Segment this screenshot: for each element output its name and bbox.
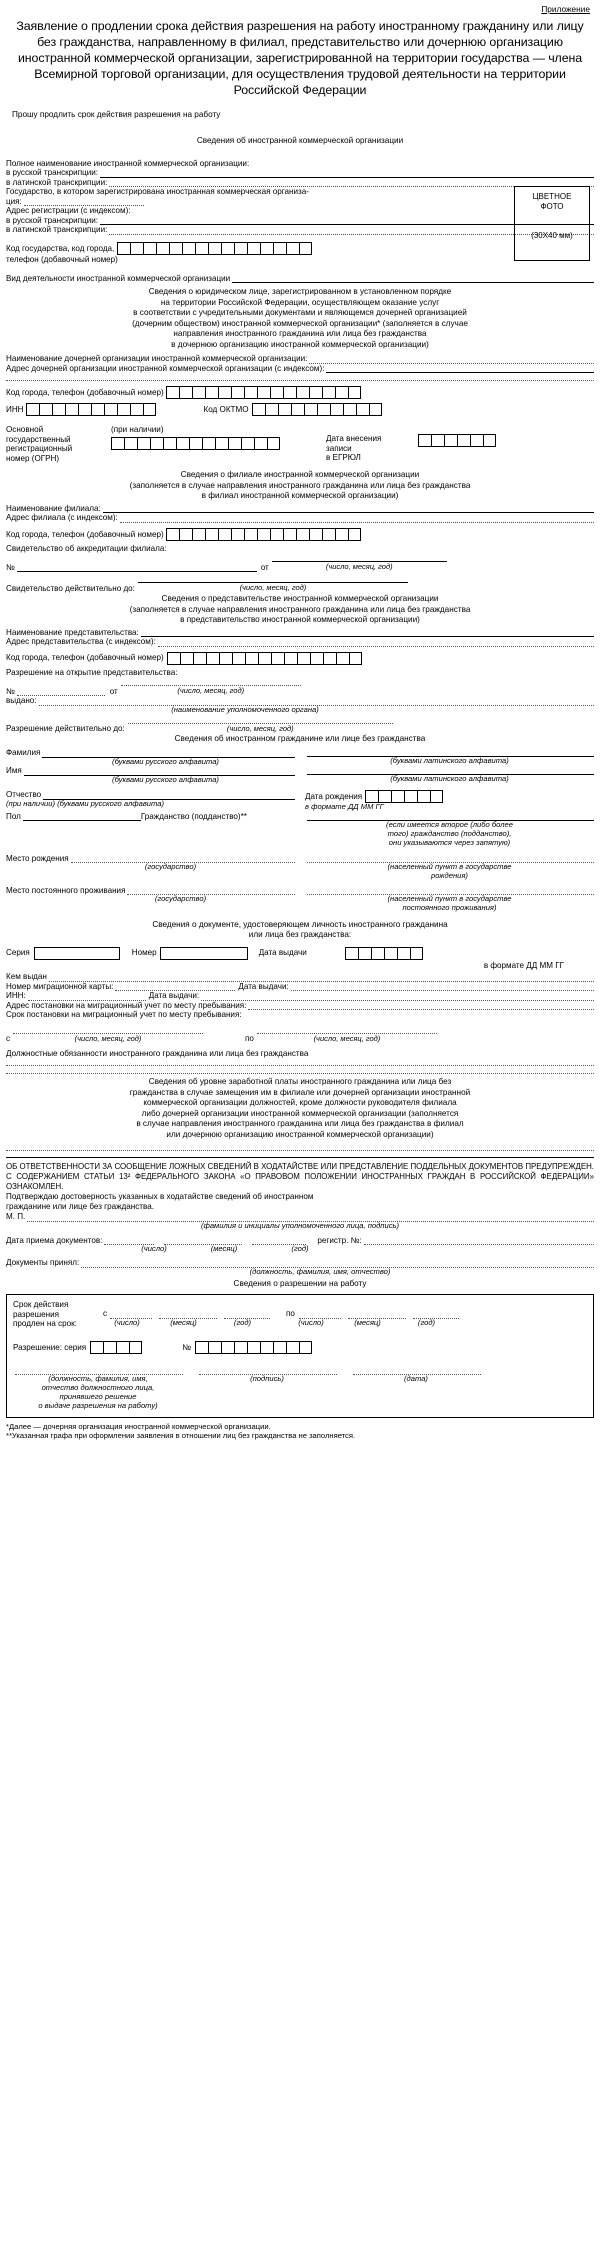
- permit-section: [6, 1294, 594, 1417]
- repr-addr-input[interactable]: [158, 638, 594, 647]
- repr-valid-input[interactable]: [128, 715, 393, 724]
- patronymic-caption: (при наличии) (буквами русского алфавита): [6, 798, 165, 808]
- birthplace-row: [6, 854, 594, 881]
- branch-phone-label: Код города, телефон (добавочный номер): [6, 529, 164, 539]
- permit-official-row: [13, 1366, 587, 1411]
- repr-num-input[interactable]: [17, 687, 105, 696]
- residence-row: [6, 886, 594, 913]
- migration-card-date-input[interactable]: [291, 982, 594, 991]
- birthplace-city-caption: (населенный пункт в государстве рождения): [387, 861, 512, 880]
- inn-cells[interactable]: [26, 403, 156, 416]
- photo-size: (30Х40 мм): [531, 231, 573, 240]
- footnotes: [6, 1422, 594, 1441]
- footnote-2: **Указанная графа при оформлении заявления в отношении лиц без гражданства не заполняется.: [6, 1431, 356, 1441]
- photo-line1: ЦВЕТНОЕ: [532, 192, 572, 201]
- branch-num-label: №: [6, 562, 15, 572]
- permit-section-heading: Сведения о разрешении на работу: [233, 1278, 367, 1288]
- repr-phone-cells[interactable]: [167, 652, 362, 665]
- reg-to-seg: [257, 1025, 437, 1044]
- name-rus-caption: (буквами русского алфавита): [112, 775, 219, 785]
- salary-input[interactable]: [6, 1143, 594, 1151]
- doc-inn-row: [6, 991, 594, 1001]
- acceptance-day-caption: (число): [141, 1244, 167, 1254]
- sub-phone-cells[interactable]: [166, 386, 361, 399]
- repr-issued-label: выдано:: [6, 696, 37, 706]
- migration-card-row: [6, 982, 594, 992]
- responsibility-section: [6, 1157, 594, 1231]
- reg-addr-row: [6, 1001, 594, 1011]
- branch-valid-input[interactable]: [138, 574, 408, 583]
- residence-state-input[interactable]: [127, 886, 295, 895]
- permit-series-row: [13, 1341, 587, 1354]
- acceptance-year-caption: (год): [291, 1244, 309, 1254]
- org-addr-rus-label: в русской транскрипции:: [6, 215, 99, 225]
- org-activity-row: [6, 274, 594, 284]
- doc-number-label: Номер: [131, 948, 157, 958]
- doc-series-row: [6, 947, 594, 960]
- doc-date-format: в формате ДД ММ ГГ: [483, 960, 564, 970]
- duties-section: [6, 1049, 594, 1075]
- photo-line2: ФОТО: [540, 202, 564, 211]
- repr-valid-row: [6, 715, 594, 734]
- sub-phone-label: Код города, телефон (добавочный номер): [6, 387, 164, 397]
- sub-addr-row: [6, 364, 594, 374]
- doc-inn-label: ИНН:: [6, 991, 26, 1001]
- surname-lat-caption: (буквами латинского алфавита): [390, 755, 509, 765]
- sub-name-input[interactable]: [309, 355, 594, 364]
- birthplace-state-caption: (государство): [144, 862, 197, 872]
- acceptance-month-caption: (месяц): [210, 1244, 238, 1254]
- legal-section: [6, 354, 594, 463]
- doc-section-heading: [6, 920, 594, 941]
- reg-from-caption: (число, месяц, год): [74, 1033, 142, 1043]
- salary-heading-line-2: гражданства в случае замещения им в филиале или дочерней организации иностранной: [129, 1087, 471, 1097]
- branch-phone-row: [6, 528, 594, 541]
- name-label: Имя: [6, 766, 22, 776]
- org-phone-row: [6, 242, 594, 255]
- legal-section-heading: [6, 287, 594, 350]
- repr-addr-label: Адрес представительства (с индексом):: [6, 637, 156, 647]
- inn-label: ИНН: [6, 404, 24, 414]
- acceptance-date-captions: [6, 1245, 594, 1254]
- permit-number-label: №: [182, 1342, 191, 1352]
- permit-number-cells[interactable]: [195, 1341, 312, 1354]
- org-activity-label: Вид деятельности иностранной коммерческой организации: [6, 273, 231, 283]
- photo-placeholder: [514, 186, 590, 261]
- sub-phone-row: [6, 386, 594, 399]
- repr-permit-label: Разрешение на открытие представительства:: [6, 667, 178, 677]
- surname-label: Фамилия: [6, 747, 41, 757]
- repr-phone-row: [6, 652, 594, 665]
- permit-date-caption: (дата): [404, 1373, 428, 1383]
- doc-section: [6, 947, 594, 1044]
- sub-name-label: Наименование дочерней организации иностранной коммерческой организации:: [6, 354, 308, 364]
- salary-section-heading: [6, 1077, 594, 1140]
- branch-addr-row: [6, 513, 594, 523]
- branch-name-label: Наименование филиала:: [6, 503, 101, 513]
- legal-heading-line-5: направления иностранного гражданина или лица без гражданства: [173, 329, 427, 339]
- residence-state-caption: (государство): [154, 894, 207, 904]
- surname-row: [6, 748, 594, 767]
- sub-name-row: [6, 354, 594, 364]
- repr-permit-row: [6, 677, 594, 696]
- signature-caption: (фамилия и инициалы уполномоченного лица, подпись): [200, 1220, 400, 1230]
- birthplace-label: Место рождения: [6, 853, 69, 863]
- repr-heading-line-3: в представительство иностранной коммерческой организации): [180, 615, 420, 625]
- legal-heading-line-2: на территории Российской Федерации, осуществляющем оказание услуг: [160, 297, 440, 307]
- sub-addr-input-2[interactable]: [6, 373, 594, 381]
- permit-to-month-cap: (месяц): [354, 1317, 381, 1327]
- branch-date-input[interactable]: [272, 553, 447, 562]
- legal-heading-line-6: в дочернюю организацию иностранной коммерческой организации): [171, 339, 429, 349]
- org-name-rus-input[interactable]: [100, 169, 594, 178]
- sex-citizenship-row: [6, 812, 594, 848]
- surname-rus-caption: (буквами русского алфавита): [112, 756, 219, 766]
- salary-heading-line-3: коммерческой организации должностей, кроме должности руководителя филиала: [143, 1098, 457, 1108]
- repr-name-input[interactable]: [141, 628, 594, 637]
- repr-valid-caption: (число, месяц, год): [226, 723, 294, 733]
- repr-from-label: от: [109, 686, 118, 696]
- permit-to-year-cap: (год): [417, 1317, 436, 1327]
- citizenship-caption: (если имеется второе (либо более того) гражданство (подданство), они указываются через запятую): [386, 819, 513, 847]
- org-name-rus-label: в русской транскрипции:: [6, 168, 99, 178]
- repr-name-label: Наименование представительства:: [6, 627, 139, 637]
- egrul-label: Дата внесения записи в ЕГРЮЛ: [326, 434, 382, 463]
- citizenship-label: Гражданство (подданство)**: [140, 811, 247, 821]
- permit-to-day-cap: (число): [298, 1317, 324, 1327]
- branch-name-input[interactable]: [103, 504, 594, 513]
- register-number-label: регистр. №:: [317, 1235, 362, 1245]
- doc-issue-date-label: Дата выдачи: [258, 948, 307, 958]
- permit-to-label: по: [286, 1309, 295, 1319]
- acceptance-date-label: Дата приема документов:: [6, 1235, 103, 1245]
- branch-name-row: [6, 504, 594, 514]
- reg-from-seg: [13, 1025, 203, 1044]
- sub-addr-input[interactable]: [326, 364, 594, 373]
- branch-heading-line-2: (заполняется в случае направления иностранного гражданина или лица без гражданства: [129, 480, 471, 490]
- footnote-1: *Далее — дочерняя организация иностранной коммерческой организации.: [6, 1421, 271, 1431]
- branch-valid-row: [6, 574, 594, 593]
- egrul-cells[interactable]: [418, 434, 496, 447]
- duties-input-1[interactable]: [6, 1058, 594, 1066]
- org-addr-lat-label: в латинской транскрипции:: [6, 225, 108, 235]
- permit-from-month-cap: (месяц): [170, 1317, 197, 1327]
- org-name-lat-row: [6, 178, 594, 188]
- doc-issue-date-cells[interactable]: [345, 947, 423, 960]
- responsibility-text: ОБ ОТВЕТСТВЕННОСТИ ЗА СООБЩЕНИЕ ЛОЖНЫХ СВЕДЕНИЙ В ХОДАТАЙСТВЕ ИЛИ ПРЕДСТАВЛЕНИЕ ПОДДЕЛЬНЫХ ДОКУМЕНТОВ ПРЕДУПРЕЖДЕН. С СОДЕРЖАНИЕМ СТАТЬИ 13² ФЕДЕРАЛЬНОГО ЗАКОНА «О ПРАВОВОМ ПОЛОЖЕНИИ ИНОСТРАННЫХ ГРАЖДАН В РОССИЙСКОЙ ФЕДЕРАЦИИ» ОЗНАКОМЛЕН.: [6, 1162, 594, 1191]
- birthdate-format: в формате ДД ММ ГГ: [305, 801, 384, 811]
- reg-addr-input[interactable]: [248, 1001, 594, 1010]
- salary-heading-line-6: или дочернюю организацию иностранной коммерческой организации): [166, 1129, 434, 1139]
- doc-series-label: Серия: [6, 948, 30, 958]
- org-addr-lat-row: [6, 225, 594, 235]
- appendix-label: Приложение: [541, 4, 590, 14]
- request-line: Прошу продлить срок действия разрешения на работу: [12, 110, 221, 120]
- repr-issued-caption: (наименование уполномоченного органа): [171, 704, 319, 714]
- inn-oktmo-row: [6, 403, 594, 416]
- egrul-cells-wrap: [418, 425, 496, 463]
- person-section-heading: Сведения об иностранном гражданине или лице без гражданства: [174, 734, 426, 744]
- org-fullname-label: Полное наименование иностранной коммерческой организации:: [6, 158, 250, 168]
- branch-heading-line-3: в филиал иностранной коммерческой организации): [201, 491, 399, 501]
- repr-date-input[interactable]: [121, 677, 301, 686]
- repr-heading-line-2: (заполняется в случае направления иностранного гражданина или лица без гражданства: [129, 604, 471, 614]
- org-state-row: [6, 197, 594, 207]
- patronymic-row: [6, 790, 594, 812]
- org-phone-label-a: Код государства, код города,: [6, 243, 115, 253]
- doc-issued-by-row: [6, 972, 594, 982]
- branch-section: [6, 504, 594, 593]
- doc-inn-date-label: Дата выдачи:: [148, 991, 200, 1001]
- branch-accred-label: Свидетельство об аккредитации филиала:: [6, 543, 167, 553]
- birthdate-label: Дата рождения: [305, 791, 363, 801]
- name-row: [6, 766, 594, 785]
- org-phone-cells[interactable]: [117, 242, 312, 255]
- branch-accred-row: [6, 553, 594, 572]
- permit-from-day-cap: (число): [114, 1317, 140, 1327]
- salary-heading-line-4: либо дочерней организации иностранной коммерческой организации (заполняется: [141, 1108, 459, 1118]
- salary-heading-line-5: в случае направления иностранного гражданина или лица без гражданства в филиал: [136, 1119, 464, 1129]
- org-name-lat-label: в латинской транскрипции:: [6, 177, 108, 187]
- reg-to-label: по: [245, 1034, 254, 1044]
- org-phone-label-b: телефон (добавочный номер): [6, 254, 118, 264]
- repr-heading-line-1: Сведения о представительстве иностранной коммерческой организации: [161, 594, 439, 604]
- legal-heading-line-1: Сведения о юридическом лице, зарегистрированном в установленном порядке: [148, 287, 452, 297]
- reg-addr-label: Адрес постановки на миграционный учет по месту пребывания:: [6, 1000, 247, 1010]
- repr-phone-label: Код города, телефон (добавочный номер): [6, 653, 164, 663]
- org-section-heading: Сведения об иностранной коммерческой организации: [196, 136, 404, 146]
- migration-card-date-label: Дата выдачи:: [238, 981, 289, 991]
- duties-input-2[interactable]: [6, 1066, 594, 1074]
- org-state-label-b: ция:: [6, 196, 22, 206]
- permit-series-cells[interactable]: [90, 1341, 142, 1354]
- accepted-by-label: Документы принял:: [6, 1258, 80, 1268]
- branch-num-input[interactable]: [17, 563, 257, 572]
- org-section: [6, 159, 594, 283]
- reg-from-label: с: [6, 1034, 11, 1044]
- migration-card-label: Номер миграционной карты:: [6, 981, 114, 991]
- permit-date-captions: [103, 1319, 587, 1328]
- org-name-rus-row: [6, 168, 594, 178]
- sex-input[interactable]: [23, 812, 141, 821]
- branch-phone-cells[interactable]: [166, 528, 361, 541]
- ogrn-note: (при наличии): [111, 425, 164, 435]
- doc-issued-by-input[interactable]: [49, 973, 594, 982]
- reg-to-input[interactable]: [257, 1025, 437, 1034]
- org-state-input[interactable]: [24, 197, 144, 206]
- reg-term-label: Срок постановки на миграционный учет по месту пребывания:: [6, 1010, 242, 1020]
- sex-label: Пол: [6, 811, 21, 821]
- responsibility-confirm: Подтверждаю достоверность указанных в ходатайстве сведений об иностранном гражданине или лице без гражданства.: [6, 1192, 314, 1211]
- permit-from-year-cap: (год): [233, 1317, 252, 1327]
- doc-inn-input[interactable]: [28, 992, 146, 1001]
- accepted-by-caption: (должность, фамилия, имя, отчество): [249, 1266, 391, 1276]
- permit-series-label: Разрешение: серия: [13, 1342, 87, 1352]
- legal-heading-line-3: в соответствии с учредительными документами и являющемся дочерней организацией: [133, 308, 467, 318]
- salary-heading-line-1: Сведения об уровне заработной платы иностранного гражданина или лица без: [148, 1077, 452, 1087]
- person-section: [6, 748, 594, 913]
- sub-addr-label: Адрес дочерней организации иностранной коммерческой организации (с индексом):: [6, 363, 325, 373]
- mp-label: М. П.: [6, 1212, 26, 1222]
- repr-name-row: [6, 628, 594, 638]
- permit-official-caption: (должность, фамилия, имя, отчество должностного лица, принявшего решение о выдаче разрешения на работу): [38, 1373, 158, 1410]
- ogrn-label: Основной государственный регистрационный номер (ОГРН): [6, 425, 73, 463]
- duties-label: Должностные обязанности иностранного гражданина или лица без гражданства: [6, 1048, 309, 1058]
- branch-date-caption: (число, месяц, год): [325, 562, 393, 572]
- doc-heading-line-1: Сведения о документе, удостоверяющем личность иностранного гражданина: [152, 919, 448, 929]
- branch-from-label: от: [260, 562, 269, 572]
- doc-issued-by-label: Кем выдан: [6, 972, 47, 982]
- org-activity-input[interactable]: [232, 274, 594, 283]
- residence-city-caption: (населенный пункт в государстве постоянного проживания): [387, 893, 512, 912]
- register-number-input[interactable]: [364, 1236, 594, 1245]
- page-title: Заявление о продлении срока действия разрешения на работу иностранному гражданину или лицу без гражданства, направленному в филиал, представительство или дочернюю организацию иностранной коммерческой организации, зарегистрированной на территории государства — члена Всемирной торговой организации, для осуществления трудовой деятельности на территории Российской Федерации: [16, 18, 584, 98]
- reg-from-input[interactable]: [13, 1025, 203, 1034]
- doc-series-input[interactable]: [34, 947, 120, 960]
- repr-valid-seg: [128, 715, 393, 734]
- reg-to-caption: (число, месяц, год): [313, 1033, 381, 1043]
- ogrn-block: [6, 425, 594, 463]
- branch-addr-label: Адрес филиала (с индексом):: [6, 513, 118, 523]
- branch-valid-seg: [138, 574, 408, 593]
- doc-inn-date-input[interactable]: [201, 992, 594, 1001]
- permit-term-label: Срок действия разрешения продлен на срок:: [13, 1300, 77, 1329]
- name-lat-caption: (буквами латинского алфавита): [390, 774, 509, 784]
- oktmo-label: Код ОКТМО: [203, 404, 249, 414]
- branch-addr-input[interactable]: [120, 514, 594, 523]
- repr-addr-row: [6, 637, 594, 647]
- repr-num-label: №: [6, 686, 15, 696]
- permit-signature-caption: (подпись): [250, 1373, 284, 1383]
- legal-heading-line-4: (дочерним обществом) иностранной коммерческой организации* (заполняется в случае: [132, 318, 468, 328]
- residence-label: Место постоянного проживания: [6, 885, 126, 895]
- doc-number-input[interactable]: [160, 947, 248, 960]
- repr-date-caption: (число, месяц, год): [177, 686, 245, 696]
- acceptance-section: [6, 1236, 594, 1277]
- org-address-label: Адрес регистрации (с индексом):: [6, 206, 131, 216]
- branch-heading-line-1: Сведения о филиале иностранной коммерческой организации: [180, 470, 420, 480]
- repr-valid-label: Разрешение действительно до:: [6, 723, 125, 733]
- patronymic-label: Отчество: [6, 789, 42, 799]
- repr-date-seg: [121, 677, 301, 696]
- permit-term-row: [13, 1300, 587, 1329]
- ogrn-cells[interactable]: [111, 437, 326, 450]
- repr-section-heading: [6, 594, 594, 626]
- permit-from-label: с: [103, 1309, 108, 1319]
- migration-card-input[interactable]: [115, 982, 235, 991]
- org-addr-rus-row: [6, 216, 594, 226]
- branch-valid-label: Свидетельство действительно до:: [6, 583, 135, 593]
- branch-section-heading: [6, 470, 594, 502]
- branch-date-seg: [272, 553, 447, 572]
- doc-heading-line-2: или лица без гражданства:: [248, 930, 352, 940]
- reg-period-row: [6, 1025, 594, 1044]
- oktmo-cells[interactable]: [252, 403, 382, 416]
- ogrn-field: [111, 425, 326, 463]
- org-state-label-a: Государство, в котором зарегистрирована иностранная коммерческая организа-: [6, 187, 309, 197]
- branch-valid-caption: (число, месяц, год): [239, 583, 307, 593]
- repr-section: [6, 628, 594, 734]
